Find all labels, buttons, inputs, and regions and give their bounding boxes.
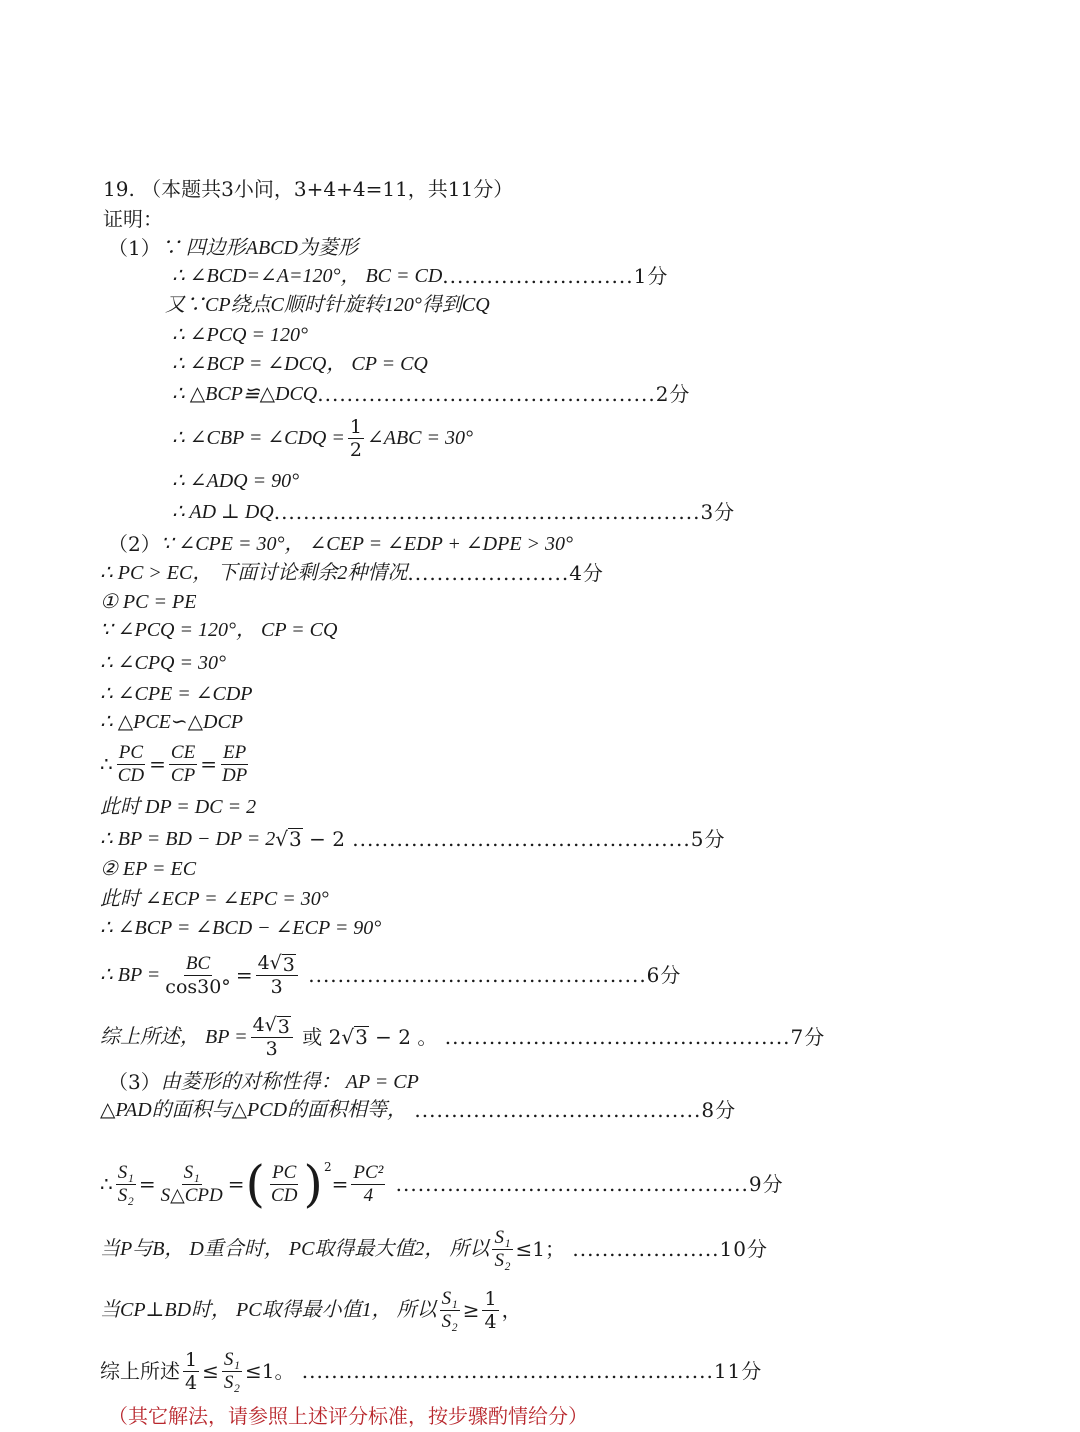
fraction: $\frac{\text{PC²}}{4}$ [353,1161,384,1206]
question-number: 19. [103,177,135,201]
case1-line5: ∴ $\frac{PC}{CD}$ = $\frac{CE}{CP}$ = $\frac{EP}{DP}$ [100,741,248,786]
part2-line1: （2） ∵ ∠CPE = 30°， ∠CEP = ∠EDP + ∠DPE > 30° [108,532,574,556]
part1-line9: ∴ AD ⊥ DQ ..........................................................3分 [172,500,736,524]
case1-line2: ∴ ∠CPQ = 30° [100,652,226,674]
part3-line2: △PAD的面积与△PCD的面积相等， .......................................8分 [100,1098,737,1122]
fraction: $\frac{PC}{CD}$ [271,1161,298,1206]
fraction: $\frac{EP}{DP}$ [221,741,248,786]
part1-label: （1） [108,236,161,260]
score-mark: ..........................1分 [442,264,669,288]
fraction: $\frac{\text{S₁}}{\text{S₂}}$ [117,1161,134,1206]
part1-line4: ∴ ∠PCQ = 120° [172,324,308,346]
part3-line3: ∴ $\frac{\text{S₁}}{\text{S₂}}$ = $\frac{\text{S₁}}{\text{S△CPD}}$ = ( $\frac{PC}{CD}$ ) 2 = $\frac{\text{PC²}}{4}$ ................................................9分 [100,1155,784,1213]
case2-title: ② EP = EC [100,858,197,880]
proof-label: 证明： [103,207,163,231]
score-mark: ..........................................................3分 [273,500,736,524]
score-mark: ................................................9分 [388,1172,784,1196]
case2-line1: 此时 ∠ECP = ∠EPC = 30° [100,888,329,910]
part1-line3: 又∵CP绕点C顺时针旋转120°得到CQ [165,294,490,316]
part1-line7: ∴ ∠CBP = ∠CDQ = $\frac{1}{2}$ ∠ABC = 30° [172,415,473,461]
part3-line4: 当P与B， D重合时， PC取得最大值2， 所以 $\frac{\text{S₁}}{\text{S₂}}$ ≤1； ....................10分 [100,1226,768,1271]
case1-line6: 此时 DP = DC = 2 [100,796,257,818]
fraction: $\frac{CE}{CP}$ [170,741,196,786]
score-mark: ......................4分 [407,561,604,585]
fraction: $\frac{\text{S₁}}{\text{S₂}}$ [494,1226,511,1271]
part3-line1: （3） 由菱形的对称性得： AP = CP [108,1070,419,1094]
fraction: 4 √ 3 3 [256,952,298,998]
score-mark: .......................................8分 [407,1098,737,1122]
part1-line8: ∴ ∠ADQ = 90° [172,470,300,492]
case1-line3: ∴ ∠CPE = ∠CDP [100,683,253,705]
fraction: 4 √ 3 3 [251,1014,293,1060]
fraction: $\frac{PC}{CD}$ [117,741,145,786]
part1-line6: ∴ △BCP≌△DCQ ..............................................2分 [172,382,691,406]
part1-line1: （1） ∵ 四边形ABCD为菱形 [108,236,358,260]
fraction: $\frac{\text{S₁}}{\text{S₂}}$ [441,1287,458,1332]
part1-line5: ∴ ∠BCP = ∠DCQ， CP = CQ [172,353,428,375]
case1-line1: ∵ ∠PCQ = 120°， CP = CQ [100,619,338,641]
footer-note: （其它解法，请参照上述评分标准，按步骤酌情给分） [108,1404,588,1428]
fraction: $\frac{BC}{\cos 30^\circ}$ [165,952,231,998]
part3-label: （3） [108,1070,161,1094]
fraction: $\frac{\text{S₁}}{\text{S₂}}$ [223,1348,240,1393]
case1-line4: ∴ △PCE∽△DCP [100,711,244,733]
part3-line6: 综上所述 $\frac{1}{4}$ ≤ $\frac{\text{S₁}}{\text{S₂}}$ ≤1。 ........................................................11分 [100,1348,763,1394]
score-mark: ...............................................7分 [437,1025,826,1049]
question-info: （本题共3小问，3+4+4=11，共11分） [141,177,514,201]
score-mark: ..............................................2分 [317,382,691,406]
question-header [103,176,513,202]
part1-line2: ∴ ∠BCD=∠A=120°， BC = CD ..........................1分 [172,264,669,288]
score-mark: ..............................................6分 [300,963,682,987]
part3-line5: 当CP⊥BD时， PC取得最小值1， 所以 $\frac{\text{S₁}}{\text{S₂}}$ ≥ $\frac{1}{4}$ ， [100,1287,522,1333]
fraction-half: $\frac{1}{2}$ [349,415,362,461]
fraction: $\frac{1}{4}$ [484,1287,497,1333]
score-mark: ..............................................5分 [344,827,726,851]
case1-title: ① PC = PE [100,591,197,613]
fraction: $\frac{1}{4}$ [185,1348,198,1394]
case1-line7: ∴ BP = BD − DP = 2 √ 3 − 2 ..............................................5分 [100,827,726,851]
part2-line2: ∴ PC > EC， 下面讨论剩余2种情况 ......................4分 [100,561,604,585]
score-mark: ....................10分 [565,1237,768,1261]
fraction: $\frac{\text{S₁}}{\text{S△CPD}}$ [160,1161,223,1206]
part2-label: （2） [108,532,161,556]
score-mark: ........................................................11分 [294,1359,763,1383]
case2-line2: ∴ ∠BCP = ∠BCD − ∠ECP = 90° [100,917,382,939]
part2-summary: 综上所述， BP = 4 √ 3 3 或 2 √ 3 − 2 。 ...............................................7分 [100,1014,826,1060]
sqrt: √ 3 [275,827,302,851]
case2-line3: ∴ BP = $\frac{BC}{\cos 30^\circ}$ = 4 √ 3 3 ..............................................6分 [100,952,682,998]
